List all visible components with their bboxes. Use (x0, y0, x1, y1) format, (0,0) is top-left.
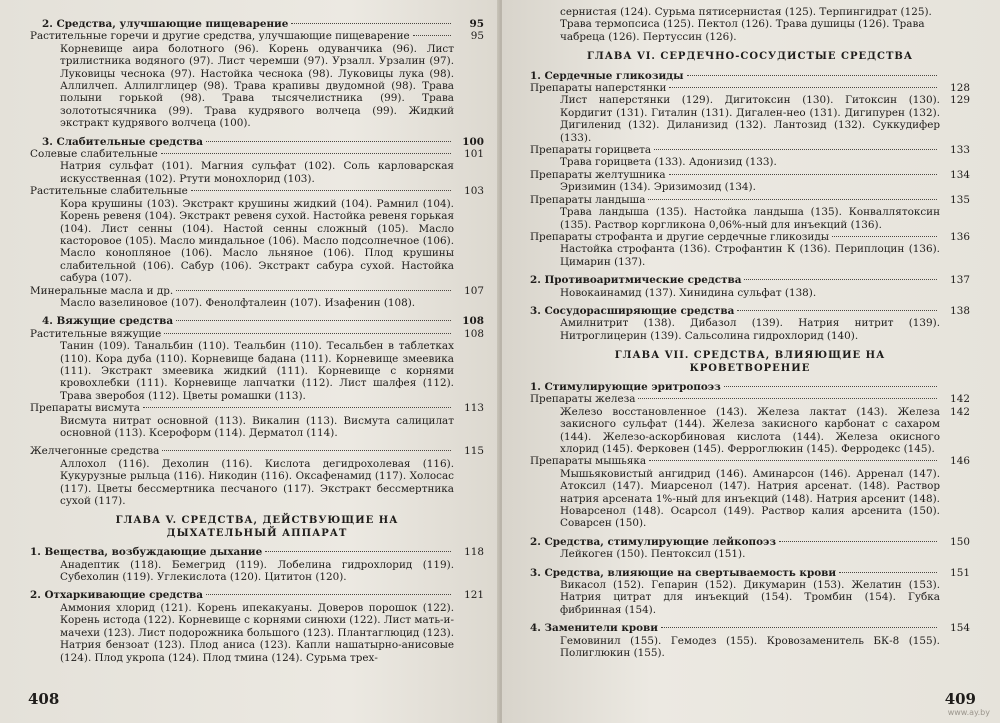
page-ref: 137 (950, 274, 970, 287)
entry-text: Эризимин (134). Эризимозид (134). (560, 181, 756, 194)
entry-label: Препараты мышьяка (530, 455, 647, 468)
page-ref: 151 (950, 566, 970, 579)
chapter-heading: ГЛАВА VI. СЕРДЕЧНО-СОСУДИСТЫЕ СРЕДСТВА (586, 51, 914, 63)
watermark: www.ay.by (947, 707, 990, 717)
continuation-text: сернистая (124). Сурьма пятисернистая (125). Терпингидрат (125). Трава термопсиса (125). Пектол (126). Трава душицы (126). Трава чабреца (126). Пертуссин (126). (560, 6, 932, 43)
page-ref: 146 (950, 455, 970, 468)
page-ref: 154 (950, 622, 970, 635)
entry-text: Натрия сульфат (101). Магния сульфат (102). Соль карловарская искусственная (102). Ртути монохлорид (103). (60, 160, 454, 185)
page-ref: 142 (950, 393, 970, 406)
entry-text: Мышьяковистый ангидрид (146). Аминарсон (146). Арренал (147). Атоксил (147). Миарсенол (147). Натрия арсенат. (148). Раствор натрия арсената 1%-ный для инъекций (148). Натрия арсенит (148). Новарсенол (148). Осарсол (149). Раствор калия арсенита (150). Соварсен (150). (560, 467, 940, 530)
section-title: 3. Средства, влияющие на свертываемость крови (530, 566, 837, 579)
section-title: 1. Вещества, возбуждающие дыхание (30, 546, 263, 559)
section-erythropoiesis (530, 381, 970, 530)
section-digestion (30, 18, 484, 130)
page-ref: 108 (464, 327, 484, 340)
section-title: 1. Стимулирующие эритропоэз (530, 380, 721, 393)
entry-label: Препараты горицвета (530, 144, 652, 157)
chapter-heading: ГЛАВА V. СРЕДСТВА, ДЕЙСТВУЮЩИЕ НА ДЫХАТЕЛЬНЫЙ АППАРАТ (115, 515, 399, 539)
entry-text: Лейкоген (150). Пентоксил (151). (560, 548, 746, 561)
entry-text: Корневище аира болотного (96). Корень одуванчика (96). Лист трилистника водяного (97). Лист черемши (97). Урзалл. Урзалин (97). Луковицы чеснока (97). Настойка чеснока (98). Луковицы лука (98). Аллилчеп. Аллилглицер (98). Трава крапивы двудомной (98). Трава полыни горькой (98). Трава тысячелистника (99). Трава золототысячника (99). Трава кудрявого волчеца (99). Жидкий экстракт кудрявого волчеца (100). (60, 42, 454, 130)
section-title: 2. Противоаритмические средства (530, 274, 742, 287)
entry-label: Препараты строфанта и другие сердечные гликозиды (530, 230, 829, 243)
entry-text: Амилнитрит (138). Дибазол (139). Натрия нитрит (139). Нитроглицерин (139). Сальсолина гидрохлорид (140). (560, 317, 940, 342)
entry-text: Трава горицвета (133). Адонизид (133). (560, 156, 777, 169)
page-ref: 135 (950, 193, 970, 206)
section-title: 2. Средства, стимулирующие лейкопоэз (530, 535, 776, 548)
section-astringents (30, 315, 484, 439)
page-ref: 138 (950, 304, 970, 317)
entry-text: Новокаинамид (137). Хинидина сульфат (138). (560, 286, 817, 299)
page-ref: 113 (464, 402, 484, 415)
entry-label: Растительные вяжущие (30, 327, 162, 340)
page-ref: 115 (464, 445, 484, 458)
entry-text: Викасол (152). Гепарин (152). Дикумарин (153). Желатин (153). Натрия цитрат для инъекций (154). Тромбин (154). Губка фибринная (154). (560, 579, 940, 616)
page-ref: 95 (470, 30, 484, 43)
section-title: 2. Отхаркивающие средства (30, 589, 203, 602)
entry-label: Растительные горечи и другие средства, улучшающие пищеварение (30, 30, 410, 43)
right-page (502, 0, 1000, 723)
section-title: 3. Сосудорасширяющие средства (530, 304, 735, 317)
entry-text: Настойка строфанта (136). Строфантин К (136). Периплоцин (136). Цимарин (137). (560, 243, 940, 268)
entry-text: Железо восстановленное (143). Железа лактат (143). Железа закисного сульфат (144). Железа закисного карбонат с сахаром (144). Железо-аскорбиновая кислота (144). Железа окисного хлорид (145). Ферковен (145). Ферроглюкин (145). Ферродекс (145). (560, 405, 940, 455)
entry-text: Лист наперстянки (129). Дигитоксин (130). Гитоксин (130). Кордигит (131). Гиталин (131). Дигален-нео (131). Дигипурен (132). Дигиленид (132). Диланизид (132). Лантозид (132). Суккудифер (133). (560, 94, 940, 144)
section-title: 2. Средства, улучшающие пищеварение (42, 18, 289, 30)
page-ref: 118 (464, 546, 484, 559)
entry-label: Препараты висмута (30, 402, 140, 415)
page-ref: 103 (464, 185, 484, 198)
entry-label: Минеральные масла и др. (30, 284, 174, 297)
section-title: 4. Вяжущие средства (42, 315, 174, 328)
page-ref: 107 (464, 284, 484, 297)
section-leukopoiesis (530, 536, 970, 561)
entry-text: Масло вазелиновое (107). Фенолфталеин (107). Изафенин (108). (60, 296, 416, 309)
entry-text: Аллохол (116). Дехолин (116). Кислота дегидрохолевая (116). Кукурузные рыльца (116). Никодин (116). Оксафенамид (117). Холосас (117). Цветы бессмертника песчаного (117). Экстракт бессмертника сухой (117). (60, 457, 454, 508)
page-ref: 121 (464, 589, 484, 602)
entry-text: Танин (109). Танальбин (110). Теальбин (110). Тесальбен в таблетках (110). Кора дуба (110). Корневище бадана (111). Корневище змеевика (111). Экстракт змеевика жидкий (111). Корневище с корнями кровохлебки (111). Корневище лапчатки (112). Лист шалфея (112). Трава зверобоя (112). Цветы ромашки (113). (60, 340, 454, 402)
entry-label: Солевые слабительные (30, 148, 158, 161)
entry-text: Кора крушины (103). Экстракт крушины жидкий (104). Рамнил (104). Корень ревеня (104). Экстракт ревеня сухой. Настойка ревеня горькая (104). Лист сенны (104). Настой сенны сложный (105). Масло касторовое (105). Масло миндальное (106). Масло подсолнечное (106). Масло конопляное (106). Масло льняное (106). Плод крушины слабительной (106). Сабур (106). Экстракт сабура сухой. Настойка сабура (107). (60, 197, 454, 285)
page-number: 409 (944, 689, 976, 708)
entry-text: Аммония хлорид (121). Корень ипекакуаны. Доверов порошок (122). Корень истода (122). Корневище с корнями синюхи (122). Лист мать-и-мачехи (123). Лист подорожника большого (123). Плантаглюцид (123). Натрия бензоат (123). Плод аниса (123). Капли нашатырно-анисовые (124). Плод укропа (124). Плод тмина (124). Сурьма трех- (60, 601, 454, 664)
entry-label: Растительные слабительные (30, 185, 188, 198)
section-title: 3. Слабительные средства (42, 135, 203, 148)
section-expectorants (30, 589, 484, 663)
chapter-heading: ГЛАВА VII. СРЕДСТВА, ВЛИЯЮЩИЕ НА КРОВЕТВОРЕНИЕ (614, 350, 886, 374)
entry-text: Анадептик (118). Бемегрид (119). Лобелина гидрохлорид (119). Субехолин (119). Углекислота (120). Цититон (120). (60, 558, 454, 584)
section-laxatives (30, 136, 484, 310)
section-title: 4. Заменители крови (530, 622, 658, 635)
section-antiarrhythmic (530, 274, 970, 299)
page-ref: 136 (950, 230, 970, 243)
page-ref: 108 (462, 315, 484, 328)
section-title: 1. Сердечные гликозиды (530, 69, 684, 82)
page-ref: 101 (464, 148, 484, 161)
section-blood-substitutes (530, 622, 970, 659)
entry-label: Препараты наперстянки (530, 82, 667, 95)
page-ref: 142 (950, 405, 970, 418)
entry-text: Трава ландыша (135). Настойка ландыша (135). Конваллятоксин (135). Раствор коргликона 0,06%-ный для инъекций (136). (560, 206, 940, 231)
page-ref: 100 (462, 135, 484, 148)
page-ref: 133 (950, 144, 970, 157)
entry-label: Препараты желтушника (530, 168, 666, 181)
section-title: Желчегонные средства (30, 445, 160, 458)
section-vasodilators (530, 305, 970, 342)
section-respiratory-stimulants (30, 546, 484, 583)
page-ref: 128 (950, 82, 970, 95)
page-ref: 150 (950, 535, 970, 548)
page-ref: 95 (469, 18, 484, 30)
page-ref: 129 (950, 94, 970, 107)
section-choleretics (30, 445, 484, 507)
page-number: 408 (28, 689, 60, 708)
entry-label: Препараты железа (530, 393, 636, 406)
entry-text: Гемовинил (155). Гемодез (155). Кровозаменитель БК-8 (155). Полиглюкин (155). (560, 634, 940, 660)
section-cardiac-glycosides (530, 70, 970, 269)
entry-label: Препараты ландыша (530, 193, 646, 206)
entry-text: Висмута нитрат основной (113). Викалин (113). Висмута салицилат основной (113). Ксероформ (114). Дерматол (114). (60, 414, 454, 439)
section-coagulation (530, 567, 970, 617)
page-ref: 134 (950, 168, 970, 181)
